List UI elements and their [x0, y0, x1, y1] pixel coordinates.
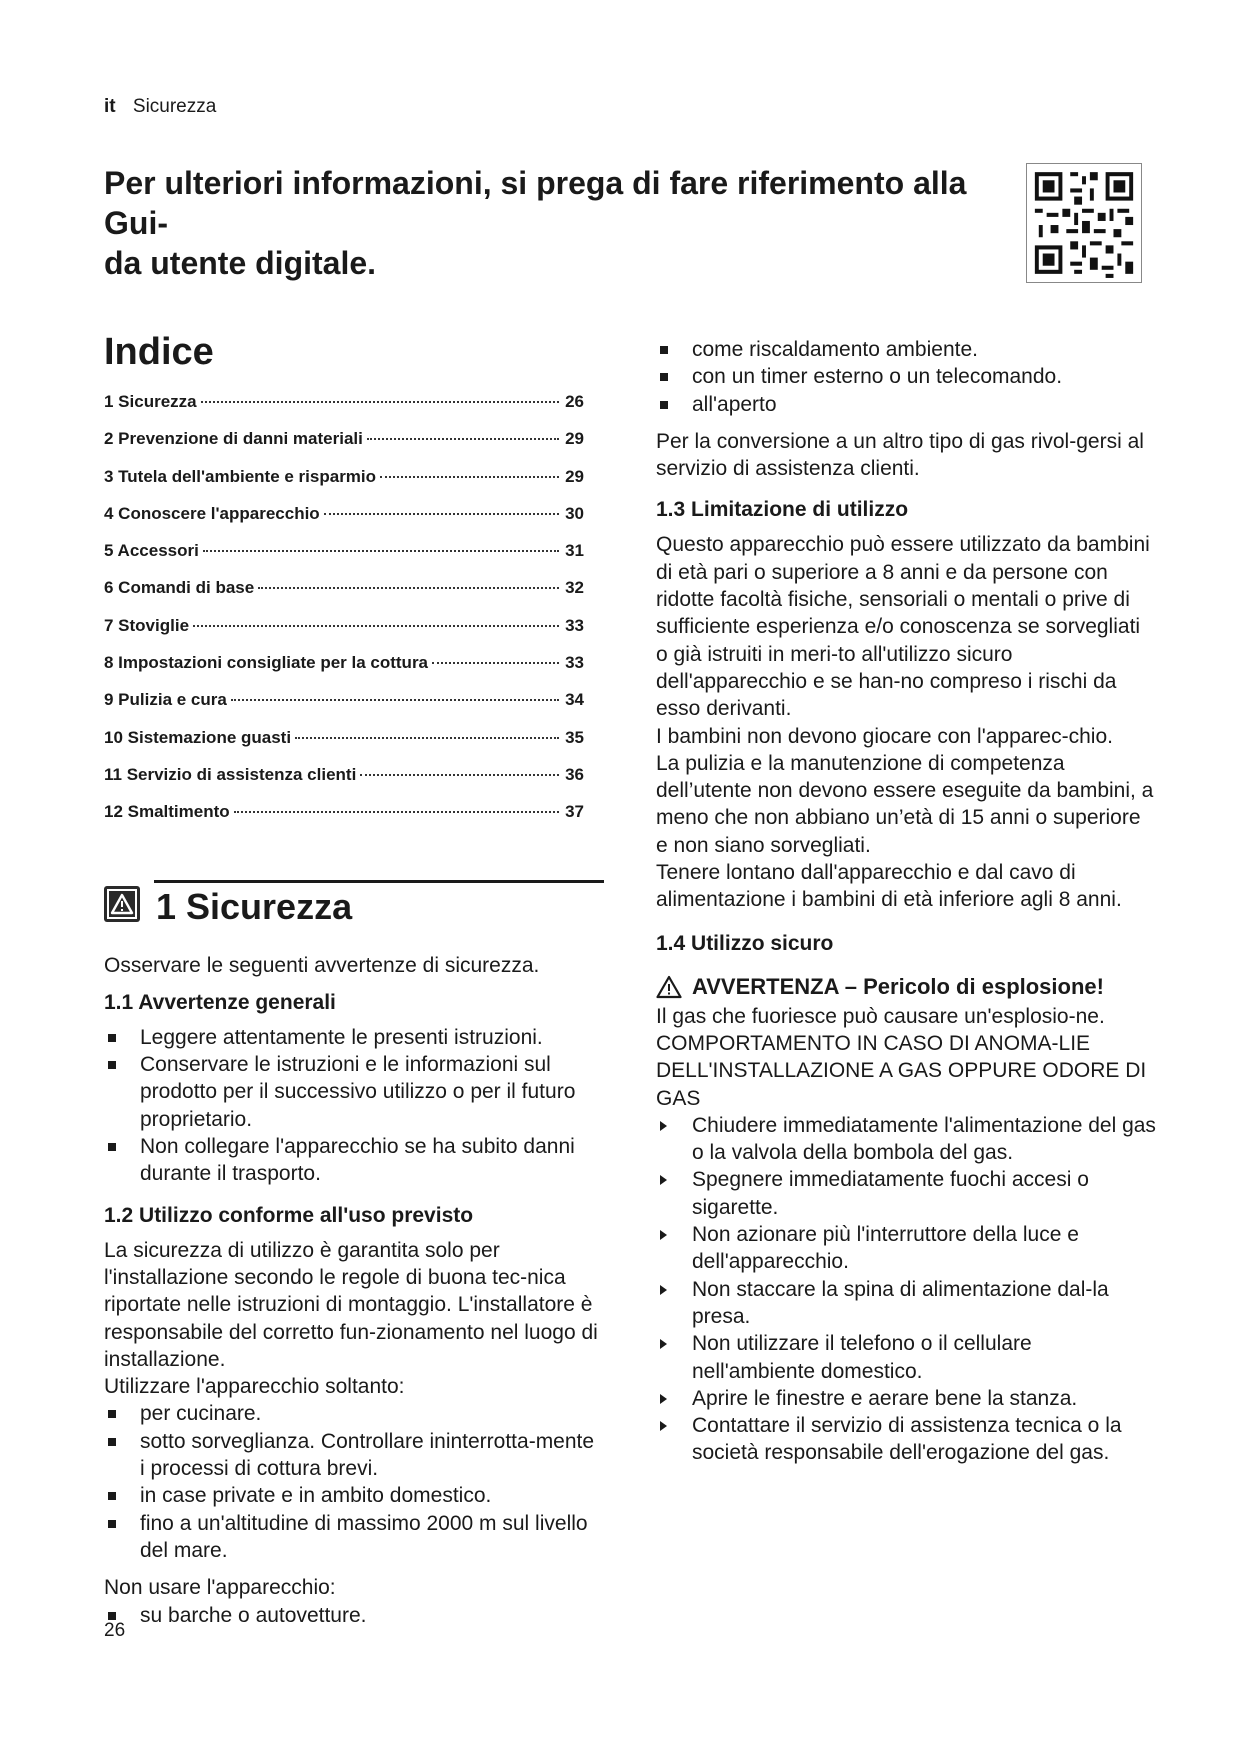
- chapter-heading: [104, 876, 604, 934]
- list-item: fino a un'altitudine di massimo 2000 m sul livello del mare.: [104, 1510, 604, 1565]
- paragraph: I bambini non devono giocare con l'apparec-chio.: [656, 724, 1113, 748]
- toc-leader: [380, 476, 559, 478]
- list-item: Conservare le istruzioni e le informazioni sul prodotto per il successivo utilizzo o per il futuro proprietario.: [104, 1051, 604, 1133]
- list-item: Contattare il servizio di assistenza tecnica o la società responsabile dell'erogazione del gas.: [656, 1412, 1156, 1467]
- warning-triangle-icon: [656, 975, 682, 999]
- paragraph: La pulizia e la manutenzione di competenza dell’utente non devono essere eseguite da bambini, a meno che non abbiano un’età di 15 anni o superiore e non siano sorvegliati.: [656, 751, 1154, 857]
- list-item: in case private e in ambito domestico.: [104, 1482, 604, 1509]
- right-column: [656, 336, 1156, 1467]
- qr-code-graphic: [1027, 164, 1141, 282]
- action-list: [656, 1112, 1156, 1467]
- toc-item[interactable]: 12 Smaltimento 37: [104, 802, 584, 822]
- chapter-intro: Osservare le seguenti avvertenze di sicurezza.: [104, 953, 540, 977]
- list-item: per cucinare.: [104, 1400, 604, 1427]
- paragraph: Utilizzare l'apparecchio soltanto:: [104, 1375, 405, 1399]
- toc-item[interactable]: 7 Stoviglie 33: [104, 615, 584, 635]
- page-number: 26: [104, 1620, 126, 1641]
- toc-leader: [231, 699, 559, 701]
- table-of-contents: [104, 392, 584, 840]
- toc-leader: [258, 587, 559, 589]
- paragraph: La sicurezza di utilizzo è garantita solo per l'installazione secondo le regole di buona tec-nica riportate nelle istruzioni di montaggio. L'installatore è responsabile del corretto fun-zionamento nel luogo di installazione.: [104, 1238, 598, 1371]
- bullet-list: [104, 1602, 604, 1629]
- qr-code-icon[interactable]: [1026, 163, 1142, 283]
- warning-icon: [104, 886, 140, 922]
- bullet-list: [656, 336, 1156, 418]
- chapter-title: 1 Sicurezza: [156, 885, 353, 927]
- list-item: Leggere attentamente le presenti istruzioni.: [104, 1024, 604, 1051]
- toc-item[interactable]: 2 Prevenzione di danni materiali 29: [104, 429, 584, 449]
- bullet-list: [104, 1400, 604, 1564]
- list-item: come riscaldamento ambiente.: [656, 336, 1156, 363]
- warning-text: Il gas che fuoriesce può causare un'esplosio-ne. COMPORTAMENTO IN CASO DI ANOMA-LIE DELL'INSTALLAZIONE A GAS OPPURE ODORE DI GAS: [656, 1004, 1147, 1110]
- toc-item[interactable]: 11 Servizio di assistenza clienti 36: [104, 764, 584, 784]
- digital-guide-notice: Per ulteriori informazioni, si prega di fare riferimento alla Gui- da utente digitale.: [104, 165, 967, 281]
- list-item: Spegnere immediatamente fuochi accesi o sigarette.: [656, 1166, 1156, 1221]
- page-header: [104, 96, 216, 118]
- toc-item[interactable]: 1 Sicurezza 26: [104, 392, 584, 411]
- toc-leader: [203, 550, 559, 552]
- paragraph: Per la conversione a un altro tipo di gas rivol-gersi al servizio di assistenza clienti.: [656, 429, 1144, 481]
- header-section: Sicurezza: [132, 96, 217, 117]
- section-heading: 1.3 Limitazione di utilizzo: [656, 498, 909, 522]
- list-item: Non collegare l'apparecchio se ha subito danni durante il trasporto.: [104, 1133, 604, 1188]
- warning-heading: AVVERTENZA – Pericolo di esplosione!: [656, 973, 1156, 1001]
- toc-item[interactable]: 3 Tutela dell'ambiente e risparmio 29: [104, 466, 584, 486]
- list-item: Non azionare più l'interruttore della luce e dell'apparecchio.: [656, 1221, 1156, 1276]
- toc-item[interactable]: 9 Pulizia e cura 34: [104, 690, 584, 710]
- section-heading: 1.2 Utilizzo conforme all'uso previsto: [104, 1203, 474, 1227]
- toc-title: Indice: [104, 331, 214, 373]
- bullet-list: [104, 1024, 604, 1188]
- paragraph: Tenere lontano dall'apparecchio e dal cavo di alimentazione i bambini di età inferiore agli 8 anni.: [656, 861, 1122, 912]
- paragraph: Questo apparecchio può essere utilizzato da bambini di età pari o superiore a 8 anni e da persone con ridotte facoltà fisiche, sensoriali o mentali o prive di sufficiente esperienza e/o conoscenza se sorvegliati o già istruiti in meri-to all'utilizzo sicuro dell'apparecchio e se han-no compreso i rischi da esso derivanti.: [656, 533, 1150, 721]
- list-item: all'aperto: [656, 391, 1156, 418]
- toc-leader: [201, 401, 559, 403]
- list-item: Non staccare la spina di alimentazione dal-la presa.: [656, 1276, 1156, 1331]
- toc-item[interactable]: 6 Comandi di base 32: [104, 578, 584, 598]
- toc-leader: [193, 625, 559, 627]
- paragraph: Non usare l'apparecchio:: [104, 1576, 336, 1600]
- toc-leader: [367, 438, 559, 440]
- toc-leader: [295, 737, 559, 739]
- list-item: Non utilizzare il telefono o il cellulare nell'ambiente domestico.: [656, 1330, 1156, 1385]
- toc-item[interactable]: 5 Accessori 31: [104, 541, 584, 561]
- toc-leader: [432, 662, 559, 664]
- list-item: sotto sorveglianza. Controllare ininterrotta-mente i processi di cottura brevi.: [104, 1428, 604, 1483]
- toc-leader: [360, 774, 559, 776]
- list-item: Chiudere immediatamente l'alimentazione del gas o la valvola della bombola del gas.: [656, 1112, 1156, 1167]
- toc-leader: [234, 811, 559, 813]
- list-item: Aprire le finestre e aerare bene la stanza.: [656, 1385, 1156, 1412]
- list-item: con un timer esterno o un telecomando.: [656, 363, 1156, 390]
- toc-item[interactable]: 8 Impostazioni consigliate per la cottura 33: [104, 653, 584, 673]
- toc-item[interactable]: 4 Conoscere l'apparecchio 30: [104, 503, 584, 523]
- toc-leader: [324, 513, 559, 515]
- left-column: [104, 330, 604, 1629]
- section-heading: 1.1 Avvertenze generali: [104, 990, 336, 1014]
- toc-item[interactable]: 10 Sistemazione guasti 35: [104, 727, 584, 747]
- list-item: su barche o autovetture.: [104, 1602, 604, 1629]
- language-code: it: [104, 96, 116, 117]
- section-heading: 1.4 Utilizzo sicuro: [656, 931, 834, 955]
